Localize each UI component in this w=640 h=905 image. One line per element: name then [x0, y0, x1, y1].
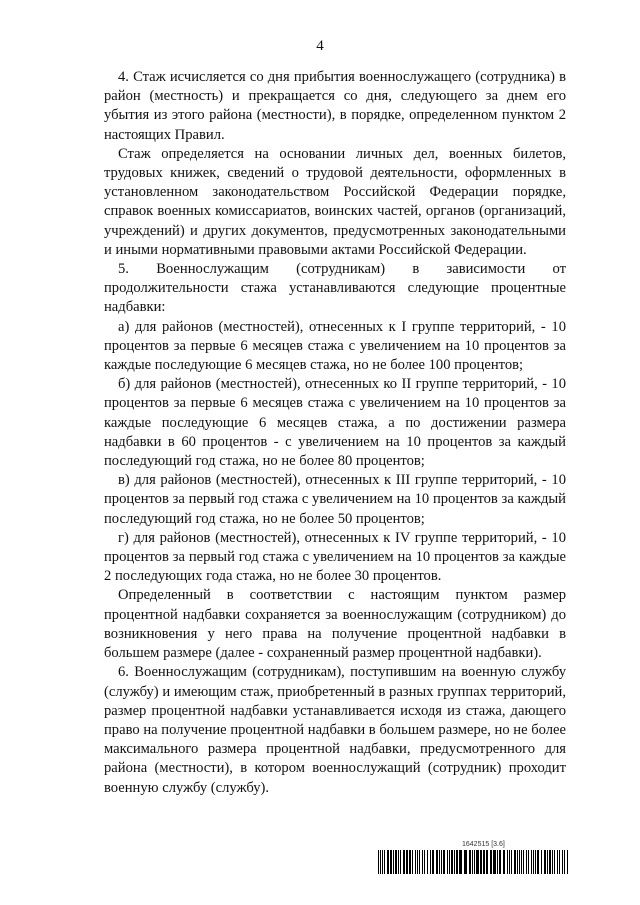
list-item-group-i: а) для районов (местностей), отнесенных к I группе территорий, - 10 процентов за первые 6 месяцев стажа с увеличением на 10 процентов за каждые последующие 6 месяцев стажа, но не более 100 процентов; — [104, 318, 566, 374]
paragraph-5-allowances-intro: 5. Военнослужащим (сотрудникам) в зависимости от продолжительности стажа устанавливаются следующие процентные надбавки: — [104, 261, 566, 316]
list-item-group-iii: в) для районов (местностей), отнесенных к III группе территорий, - 10 процентов за первый год стажа с увеличением на 10 процентов за каждый последующий год стажа, но не более 50 процентов; — [104, 472, 566, 527]
paragraph-6-mixed-seniority: 6. Военнослужащим (сотрудникам), поступившим на военную службу (службу) и имеющим стаж, приобретенный в разных группах территорий, размер процентной надбавки устанавливается исходя из стажа, дающего право на получение процентной надбавки в большем размере, но не более максимального размера процентной надбавки, предусмотренного для района (местности), в котором военнослужащий (сотрудник) проходит военную службу (службу). — [104, 664, 566, 796]
document-code: 1642515 [3.6] — [462, 841, 505, 848]
paragraph-retained-allowance: Определенный в соответствии с настоящим пунктом размер процентной надбавки сохраняется за военнослужащим (сотрудником) до возникновения у него права на получение процентной надбавки в большем размере (далее - сохраненный размер процентной надбавки). — [104, 587, 566, 662]
paragraph-4-seniority-calculation: 4. Стаж исчисляется со дня прибытия военнослужащего (сотрудника) в район (местность) и прекращается со дня, следующего за днем его убытия из этого района (местности), в порядке, определенном пунктом 2 настоящих Правил. — [104, 69, 566, 143]
paragraph-seniority-documents: Стаж определяется на основании личных дел, военных билетов, трудовых книжек, сведений о трудовой деятельности, оформленных в установленном законодательством Российской Федерации порядке, справок военных комиссариатов, воинских частей, органов (организаций, учреждений) и других документов, предусмотренных законодательными и иными нормативными правовыми актами Российской Федерации. — [104, 145, 566, 258]
barcode-icon — [378, 850, 568, 874]
document-body — [104, 68, 566, 798]
list-item-group-ii: б) для районов (местностей), отнесенных ко II группе территорий, - 10 процентов за первые 6 месяцев стажа с увеличением на 10 процентов за каждые последующие 6 месяцев стажа, а по достижении размера надбавки в 60 процентов - с увеличением на 10 процентов за каждый последующий год стажа, но не более 80 процентов; — [104, 376, 566, 470]
list-item-group-iv: г) для районов (местностей), отнесенных к IV группе территорий, - 10 процентов за первый год стажа с увеличением на 10 процентов за каждые 2 последующих года стажа, но не более 30 процентов. — [104, 529, 566, 585]
page-number: 4 — [316, 38, 324, 54]
